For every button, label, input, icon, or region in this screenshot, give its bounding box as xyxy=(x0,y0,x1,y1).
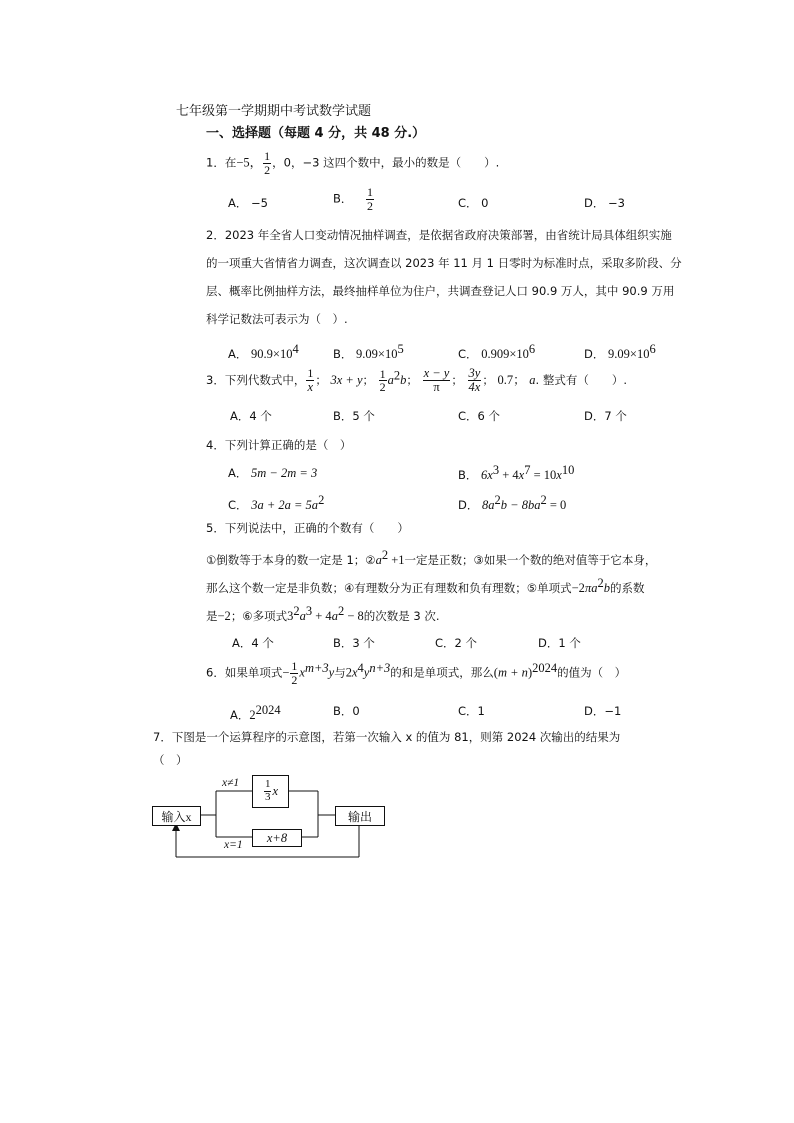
question-1-number: 1． xyxy=(206,155,225,170)
page-title: 七年级第一学期期中考试数学试题 xyxy=(176,104,372,119)
q4-option-a[interactable]: A． 5m − 2m = 3 xyxy=(228,466,318,480)
question-3: 3．下列代数式中， $\frac{1}{x}$ ； 3x + y； $\frac{1}{2}$ $a^2b$； $\frac{x - y}{\pi}$ ； $\frac{3y}{4x}$ ； 0.7； a. 整式有（ ）. xyxy=(206,366,627,395)
flowchart-top-box: $\frac{1}{3}$ x xyxy=(252,775,289,808)
term-half-a2b: $\frac{1}{2}$ xyxy=(379,366,386,395)
question-7-answer-paren: （ ） xyxy=(153,753,188,767)
q1-option-c[interactable]: C． 0 xyxy=(458,196,489,210)
q2-option-b[interactable]: B． $9.09\times 10^5$ xyxy=(333,342,404,361)
q6-option-d[interactable]: D．−1 xyxy=(584,704,622,718)
question-2-line-2: 的一项重大省情省力调查，这次调查以 2023 年 11 月 1 日零时为标准时点，采取多阶段、分 xyxy=(206,256,682,270)
q5-option-c[interactable]: C．2 个 xyxy=(435,636,478,650)
term-3x-plus-y: 3x + y xyxy=(330,373,363,388)
flowchart-condition-top: x≠1 xyxy=(222,777,240,789)
fraction-half: $\frac{1}{2}$ xyxy=(291,659,298,687)
flowchart-input-box: 输入x xyxy=(152,806,201,826)
question-2-line-1: 2．2023 年全省人口变动情况抽样调查，是依据省政府决策部署，由省统计局具体组织实施 xyxy=(206,228,672,242)
question-1: 1．在−5， $\frac{1}{2}$ ，0，−3 这四个数中，最小的数是（ ）. xyxy=(206,149,500,177)
q5-option-a[interactable]: A．4 个 xyxy=(232,636,274,650)
question-5: 5．下列说法中，正确的个数有（ ） xyxy=(206,521,409,535)
q1-option-b-fraction: $\frac{1}{2}$ xyxy=(367,185,374,213)
question-4: 4．下列计算正确的是（ ） xyxy=(206,438,352,452)
question-5-line-1: ①倒数等于本身的数一定是 1；$②a^2 +1$一定是正数；③如果一个数的绝对值等于它本身， xyxy=(206,548,657,567)
q6-option-a[interactable]: A．$2^{2024}$ xyxy=(230,703,281,722)
question-5-line-2: 那么这个数一定是非负数；④有理数分为正有理数和负有理数；⑤单项式$-2\pi a^2b$的系数 xyxy=(206,576,645,595)
question-5-line-3: 是−2；⑥多项式$3^2a^3 + 4a^2 - 8$的次数是 3 次. xyxy=(206,604,440,623)
q5-option-d[interactable]: D．1 个 xyxy=(538,636,581,650)
q6-option-c[interactable]: C．1 xyxy=(458,704,485,718)
q3-option-d[interactable]: D．7 个 xyxy=(584,409,627,423)
q2-option-c[interactable]: C． $0.909\times 10^6$ xyxy=(458,342,536,361)
term-1-over-x: $\frac{1}{x}$ xyxy=(307,366,314,394)
question-2-line-4: 科学记数法可表示为（ ）. xyxy=(206,312,348,326)
q3-option-b[interactable]: B．5 个 xyxy=(333,409,375,423)
q3-option-a[interactable]: A．4 个 xyxy=(230,409,272,423)
term-x-minus-y-over-pi: $\frac{x - y}{\pi}$ xyxy=(423,366,450,395)
flowchart-output-box: 输出 xyxy=(335,806,385,826)
q2-option-d[interactable]: D． $9.09\times 10^6$ xyxy=(584,342,656,361)
question-6: 6．如果单项式− $\frac{1}{2}$ $x^{m+3}y$与$2x^4y^{n+3}$的和是单项式，那么$(m + n)^{2024}$的值为（ ） xyxy=(206,659,627,687)
q1-option-d[interactable]: D． −3 xyxy=(584,196,625,210)
q4-option-d[interactable]: D． $8a^2b - 8ba^2 = 0$ xyxy=(458,493,567,512)
term-3y-over-4x: $\frac{3y}{4x}$ xyxy=(468,366,481,395)
section-heading: 一、选择题（每题 4 分，共 48 分.） xyxy=(206,126,426,141)
q6-option-b[interactable]: B．0 xyxy=(333,704,360,718)
q1-option-b[interactable]: B． $\frac{1}{2}$ xyxy=(333,185,374,213)
q5-option-b[interactable]: B．3 个 xyxy=(333,636,375,650)
flowchart-bottom-box: x+8 xyxy=(252,829,302,847)
flowchart-condition-bottom: x=1 xyxy=(224,839,243,851)
q2-option-a[interactable]: A． $90.9\times 10^4$ xyxy=(228,342,299,361)
fraction-one-half: $\frac{1}{2}$ xyxy=(264,149,271,177)
question-7: 7．下图是一个运算程序的示意图，若第一次输入 x 的值为 81，则第 2024 次输出的结果为 xyxy=(153,730,621,744)
q1-option-a[interactable]: A． −5 xyxy=(228,196,268,210)
q4-option-c[interactable]: C． $3a + 2a = 5a^2$ xyxy=(228,493,325,512)
q4-option-b[interactable]: B． $6x^3 + 4x^7 = 10x^{10}$ xyxy=(458,463,575,482)
question-2-line-3: 层、概率比例抽样方法，最终抽样单位为住户，共调查登记人口 90.9 万人，其中 90.9 万用 xyxy=(206,284,675,298)
q3-option-c[interactable]: C．6 个 xyxy=(458,409,501,423)
